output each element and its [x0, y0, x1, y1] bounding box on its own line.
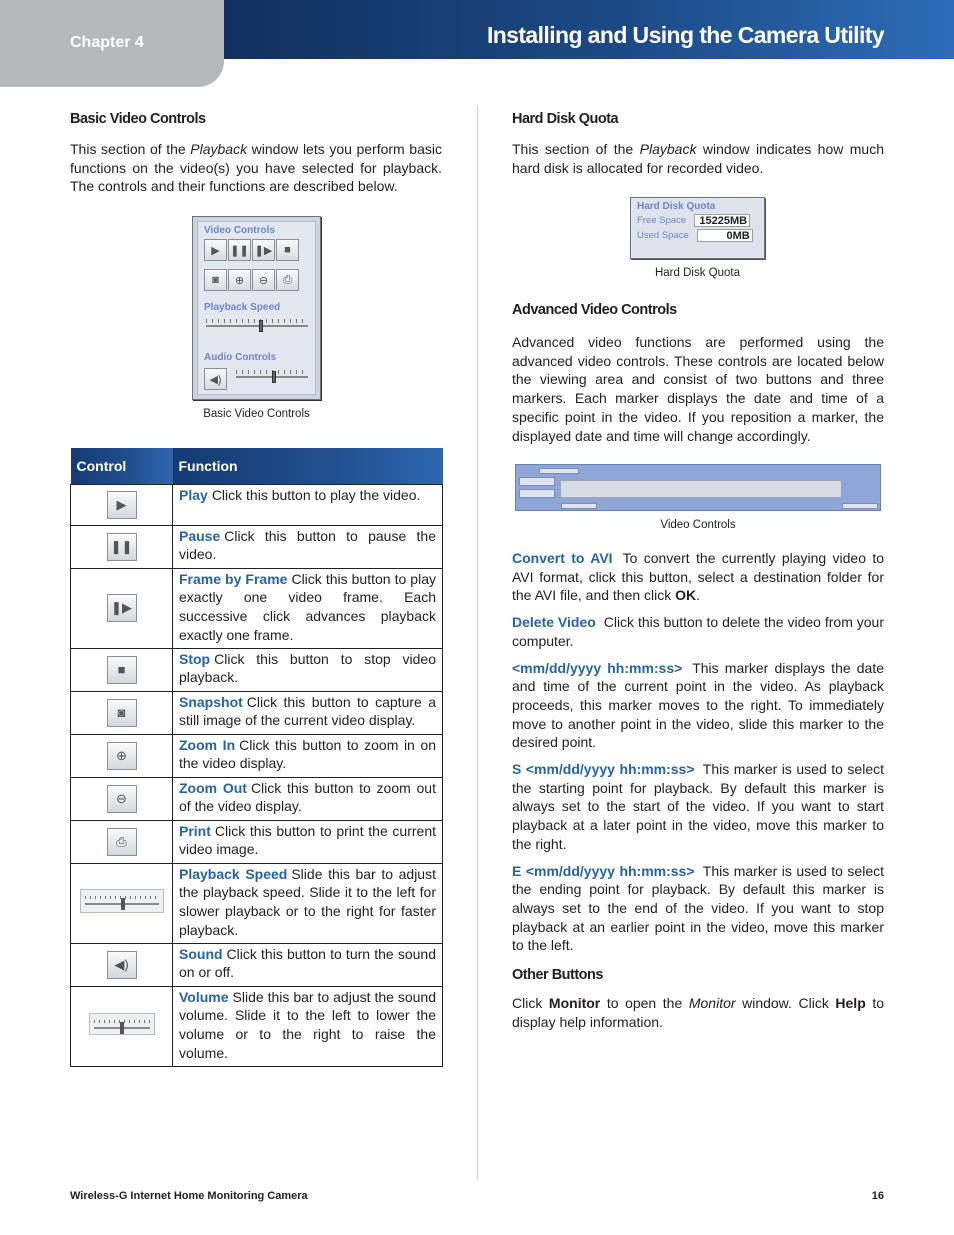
basic-video-controls-figure: [192, 216, 321, 400]
used-space-label: Used Space: [637, 230, 689, 241]
table-row: ■ Stop Click this button to stop video playback.: [71, 648, 443, 691]
basic-video-controls-caption: Basic Video Controls: [203, 408, 310, 420]
table-header-function: Function: [173, 448, 443, 484]
table-row: ❚❚ Pause Click this button to pause the video.: [71, 525, 443, 568]
speed-slider-icon: [80, 889, 164, 913]
table-row: ◙ Snapshot Click this button to capture a still image of the current video display.: [71, 691, 443, 734]
other-buttons-text: Click Monitor to open the Monitor window. Click Help to display help information.: [512, 995, 885, 1030]
pause-icon: ❚❚: [107, 533, 137, 561]
hard-disk-quota-heading: Hard Disk Quota: [512, 111, 619, 127]
left-column: [70, 111, 442, 1061]
fig-volume-slider: [236, 370, 308, 380]
hard-disk-quota-caption: Hard Disk Quota: [654, 267, 740, 279]
advanced-items: [512, 549, 884, 1031]
table-row: ❚▶ Frame by Frame Click this button to play exactly one video frame. Each successive click advances playback exactly one frame.: [71, 568, 443, 648]
fig-zoom-out-icon: ⊖: [252, 269, 275, 291]
fig-printer-icon: ⎙: [276, 269, 299, 291]
basic-video-controls-intro: This section of the Playback window lets you perform basic functions on the video(s) you have selected for playback. The controls and their functions are described below.: [70, 141, 442, 195]
fig-end-marker: [842, 503, 878, 509]
used-space-value: 0MB: [697, 229, 753, 242]
video-controls-caption: Video Controls: [660, 519, 736, 531]
volume-slider-icon: [89, 1013, 155, 1035]
list-item: S <mm/dd/yyyy hh:mm:ss> This marker is used to select the starting point for playback. By default this marker is always set to the start of the video. If you want to start playback at a later point in the video, move this marker to the right.: [512, 761, 884, 852]
table-header-control: Control: [71, 448, 173, 484]
fig-frame-icon: ❚▶: [252, 239, 275, 261]
hard-disk-quota-intro: This section of the Playback window indicates how much hard disk is allocated for recorded video.: [512, 141, 884, 176]
hard-disk-quota-figure: [630, 197, 765, 259]
zoom-out-icon: ⊖: [107, 785, 137, 813]
frame-by-frame-icon: ❚▶: [107, 594, 137, 622]
table-row: ◀) Sound Click this button to turn the sound on or off.: [71, 943, 443, 986]
fig-camera-icon: ◙: [204, 269, 227, 291]
table-row: ⊖ Zoom Out Click this button to zoom out of the video display.: [71, 777, 443, 820]
fig-pause-icon: ❚❚: [228, 239, 251, 261]
hdq-title: Hard Disk Quota: [637, 201, 716, 212]
speaker-icon: ◀): [107, 951, 137, 979]
footer-product: Wireless-G Internet Home Monitoring Camera: [70, 1190, 308, 1202]
free-space-value: 15225MB: [694, 214, 750, 227]
fig-convert-button: [519, 477, 555, 486]
controls-table: [70, 448, 443, 1067]
stop-icon: ■: [107, 656, 137, 684]
audio-controls-label: Audio Controls: [204, 352, 277, 363]
right-column: [512, 111, 885, 1030]
fig-stop-icon: ■: [276, 239, 299, 261]
list-item: Convert to AVI To convert the currently playing video to AVI format, click this button, select a destination folder for the AVI file, and then click OK.: [512, 550, 885, 604]
fig-speed-slider: [206, 319, 308, 329]
video-controls-label: Video Controls: [204, 225, 275, 236]
column-divider: [477, 105, 478, 1180]
fig-zoom-in-icon: ⊕: [228, 269, 251, 291]
basic-video-controls-heading: Basic Video Controls: [70, 111, 206, 127]
title-bar: [224, 0, 954, 59]
advanced-video-controls-heading: Advanced Video Controls: [512, 302, 677, 318]
table-row: ⊕ Zoom In Click this button to zoom in on the video display.: [71, 734, 443, 777]
fig-current-marker: [539, 468, 579, 474]
page-number: 16: [871, 1190, 884, 1202]
free-space-label: Free Space: [637, 215, 687, 226]
fig-play-icon: ▶: [204, 239, 227, 261]
play-icon: ▶: [107, 491, 137, 519]
fig-start-marker: [561, 503, 597, 509]
advanced-video-controls-text: Advanced video functions are performed using the advanced video controls. These controls are located below the viewing area and consist of two buttons and three markers. Each marker displays the date and time of a specific point in the video. If you reposition a marker, the displayed date and time will change accordingly.: [512, 334, 884, 444]
table-row: Volume Slide this bar to adjust the sound volume. Slide it to the left to lower the volume or to the right to raise the volume.: [71, 986, 443, 1066]
printer-icon: ⎙: [107, 828, 137, 856]
list-item: Delete Video Click this button to delete the video from your computer.: [512, 614, 884, 649]
fig-speaker-icon: ◀): [204, 368, 227, 390]
fig-timeline: [560, 480, 842, 498]
page-title: Installing and Using the Camera Utility: [486, 22, 884, 48]
list-item: E <mm/dd/yyyy hh:mm:ss> This marker is used to select the ending point for playback. By default this marker is always set to the end of the video. If you want to stop playback at an earlier point in the video, move this marker to the left.: [512, 862, 884, 954]
table-row: Playback Speed Slide this bar to adjust the playback speed. Slide it to the left for slower playback or to the right for faster playback.: [71, 863, 443, 943]
zoom-in-icon: ⊕: [107, 742, 137, 770]
table-row: ⎙ Print Click this button to print the current video image.: [71, 820, 443, 863]
fig-delete-button: [519, 489, 555, 498]
video-controls-figure: [515, 464, 881, 511]
playback-speed-label: Playback Speed: [204, 302, 281, 313]
chapter-tab: [0, 0, 224, 87]
camera-icon: ◙: [107, 699, 137, 727]
table-row: ▶ Play Click this button to play the video.: [71, 484, 443, 525]
chapter-label: Chapter 4: [70, 34, 144, 51]
other-buttons-heading: Other Buttons: [512, 967, 603, 984]
list-item: <mm/dd/yyyy hh:mm:ss> This marker displays the date and time of the current point in the video. As playback proceeds, this marker moves to the right. To immediately move to another point in the video, slide this marker to the desired point.: [512, 659, 885, 751]
